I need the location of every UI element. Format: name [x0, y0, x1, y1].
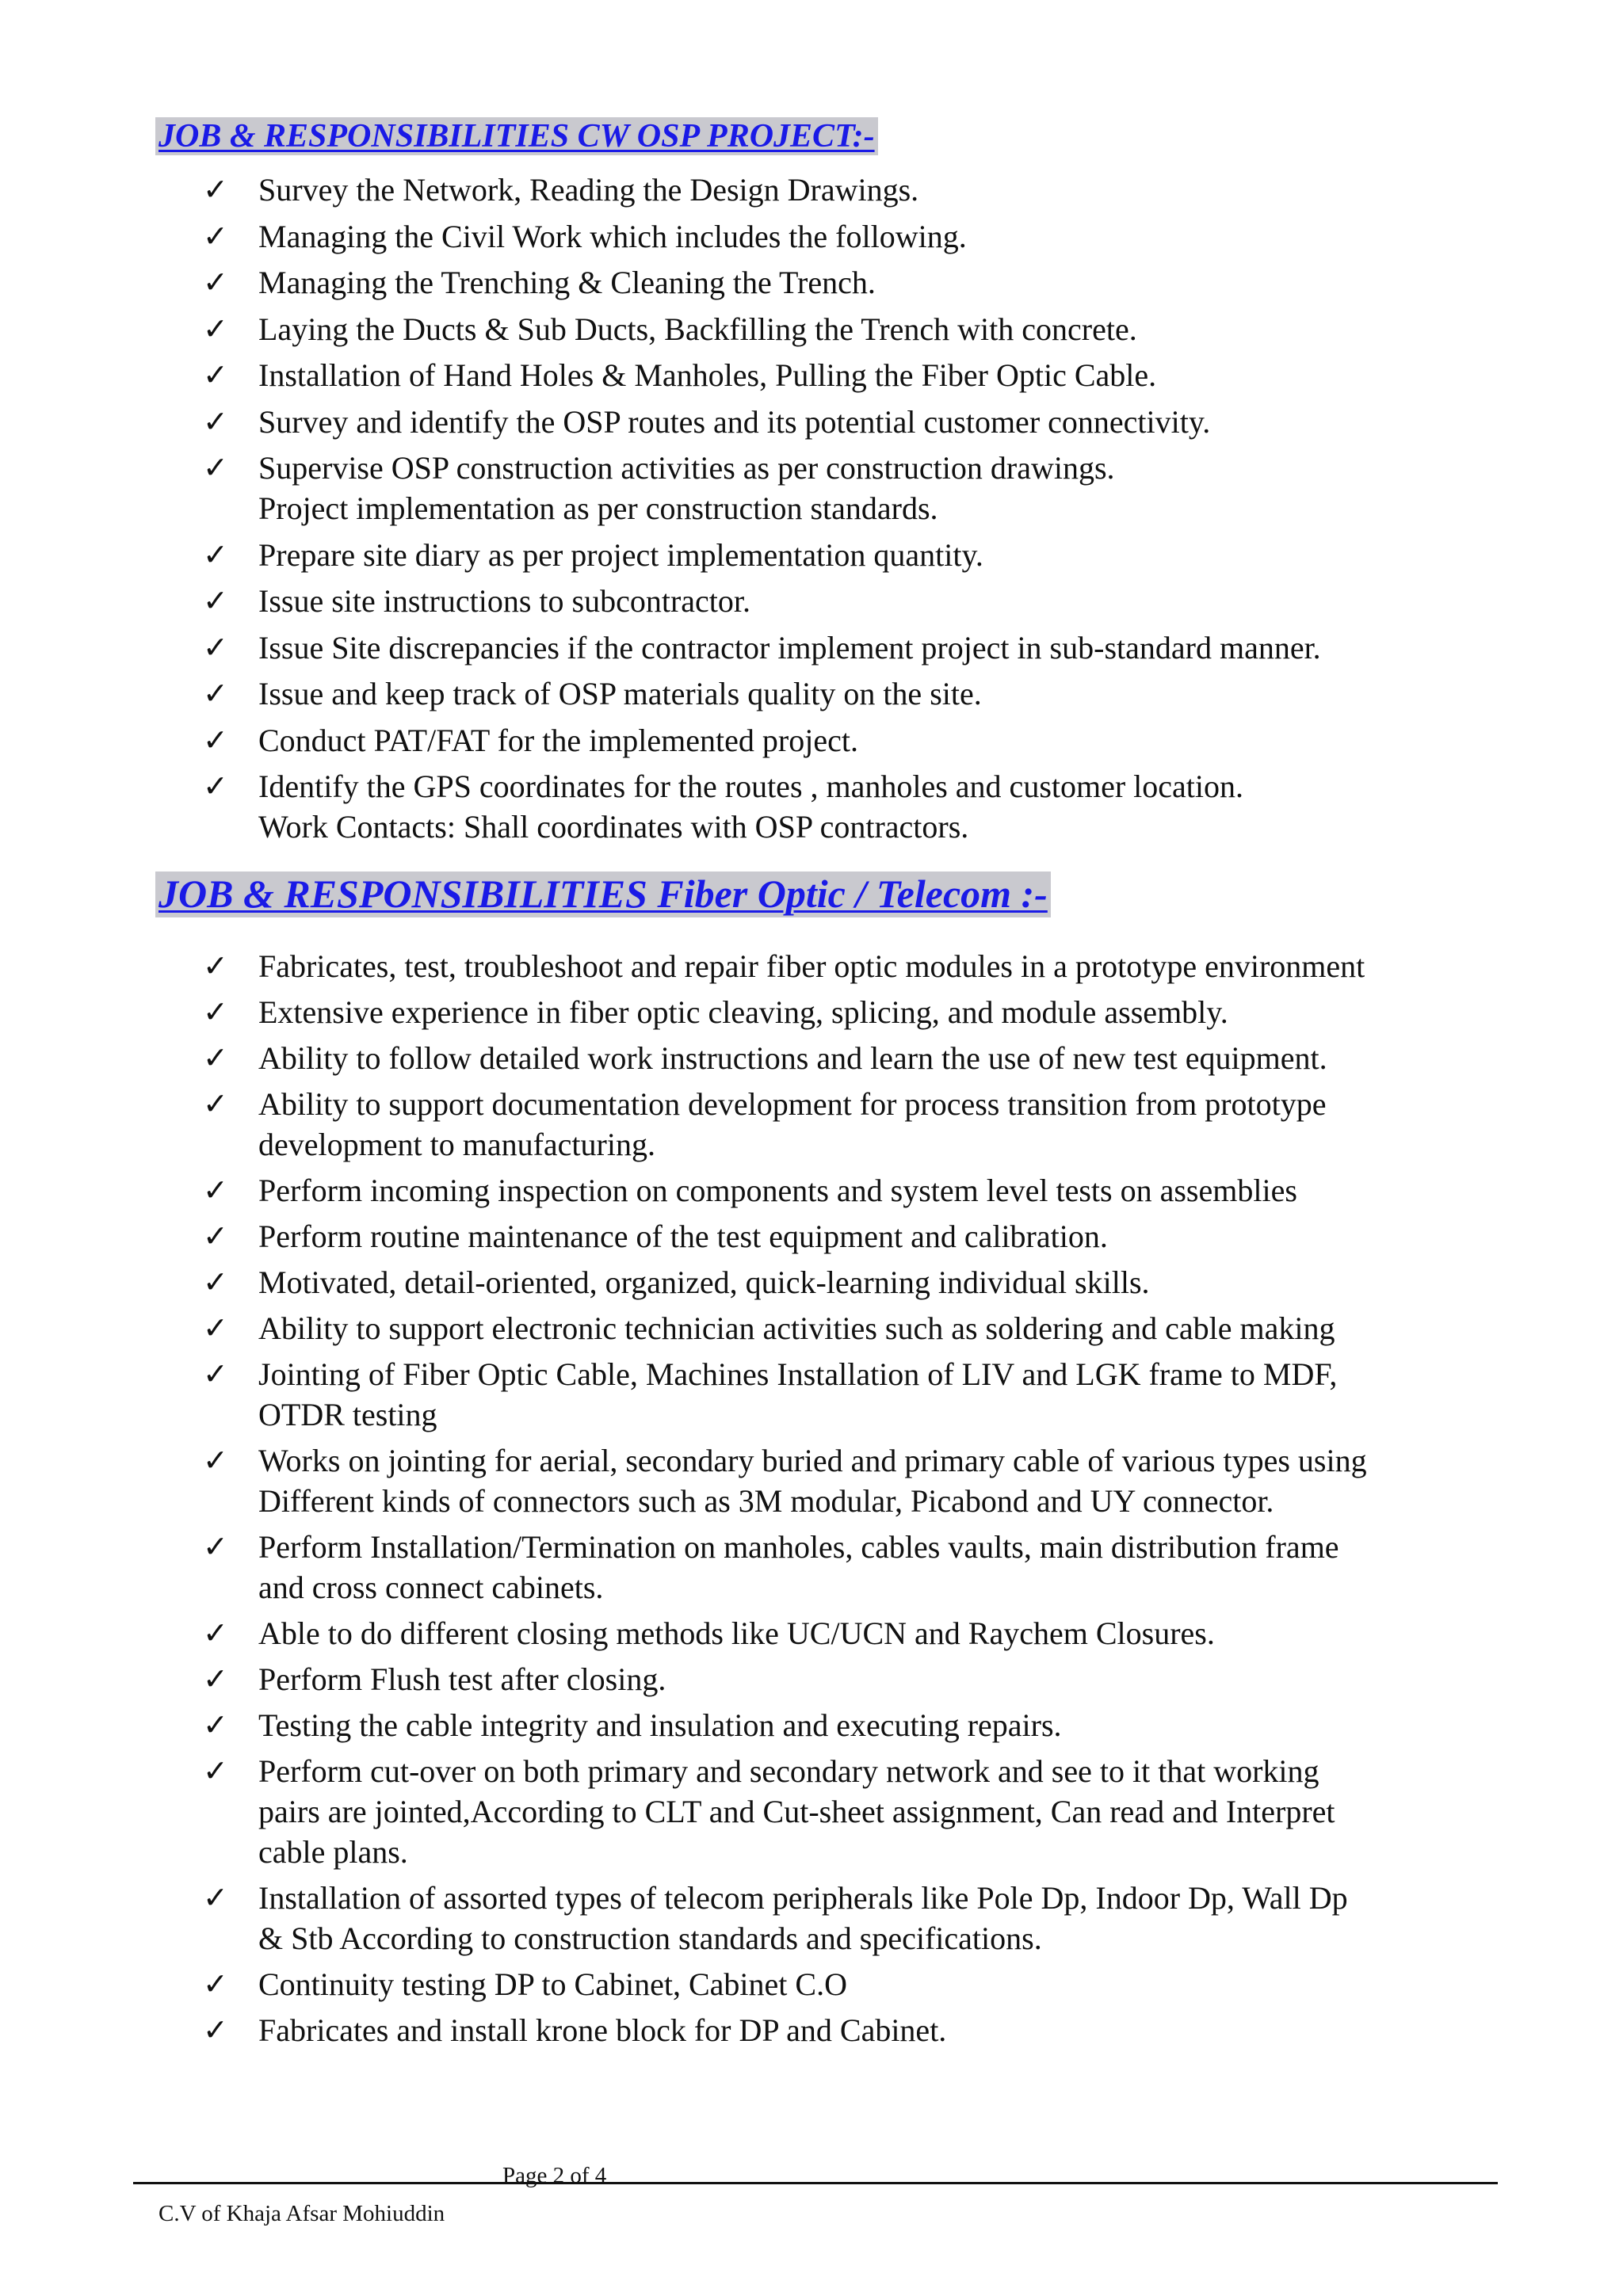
list-item	[203, 216, 1487, 257]
list-item	[203, 1216, 1487, 1257]
list-item-text: Ability to follow detailed work instructions and learn the use of new test equipment.	[258, 1040, 1327, 1076]
check-icon: ✓	[203, 1966, 228, 2001]
check-icon: ✓	[203, 265, 228, 299]
check-icon: ✓	[203, 948, 228, 983]
list-item	[203, 1964, 1487, 2004]
list-item-text: Perform incoming inspection on components and system level tests on assemblies	[258, 1173, 1297, 1208]
list-item-text: Perform Flush test after closing.	[258, 1661, 666, 1697]
list-item-text: Perform Installation/Termination on manholes, cables vaults, main distribution frame and cross connect cabinets.	[258, 1529, 1339, 1605]
list-item	[203, 1354, 1487, 1435]
list-item	[203, 766, 1487, 847]
list-item	[203, 1613, 1487, 1653]
list-item	[203, 1659, 1487, 1699]
list-item	[203, 1440, 1487, 1521]
list-item	[203, 1308, 1487, 1348]
check-icon: ✓	[203, 1040, 228, 1075]
list-item-text: Managing the Trenching & Cleaning the Trench.	[258, 265, 876, 300]
check-icon: ✓	[203, 172, 228, 207]
fiber-telecom-responsibilities-list	[203, 946, 1487, 2056]
list-item	[203, 448, 1487, 528]
list-item	[203, 581, 1487, 621]
footer-cv-name: C.V of Khaja Afsar Mohiuddin	[158, 2201, 445, 2226]
check-icon: ✓	[203, 769, 228, 803]
check-icon: ✓	[203, 311, 228, 346]
list-item	[203, 1527, 1487, 1608]
list-item-text: Perform cut-over on both primary and secondary network and see to it that working pairs are jointed,According to CLT and Cut-sheet assignment, Can read and Interpret cable plans.	[258, 1753, 1335, 1870]
page-number: Page 2 of 4	[502, 2163, 607, 2188]
osp-responsibilities-list	[203, 170, 1487, 853]
list-item-text: Identify the GPS coordinates for the routes , manholes and customer location. Work Contacts: Shall coordinates with OSP contractors.	[258, 769, 1244, 845]
check-icon: ✓	[203, 1356, 228, 1391]
list-item	[203, 992, 1487, 1032]
list-item	[203, 262, 1487, 303]
list-item-text: Managing the Civil Work which includes the following.	[258, 218, 967, 254]
list-item	[203, 673, 1487, 714]
list-item-text: Able to do different closing methods like UC/UCN and Raychem Closures.	[258, 1615, 1215, 1651]
list-item	[203, 1705, 1487, 1745]
list-item	[203, 402, 1487, 442]
list-item-text: Issue Site discrepancies if the contractor implement project in sub-standard manner.	[258, 629, 1321, 666]
list-item	[203, 170, 1487, 210]
list-item	[203, 1878, 1487, 1958]
list-item	[203, 1751, 1487, 1872]
list-item-text: Prepare site diary as per project implementation quantity.	[258, 536, 983, 573]
list-item	[203, 1084, 1487, 1165]
check-icon: ✓	[203, 1173, 228, 1207]
list-item-text: Installation of Hand Holes & Manholes, Pulling the Fiber Optic Cable.	[258, 357, 1157, 393]
check-icon: ✓	[203, 357, 228, 392]
check-icon: ✓	[203, 1443, 228, 1478]
check-icon: ✓	[203, 2012, 228, 2047]
list-item	[203, 2010, 1487, 2050]
list-item-text: Issue site instructions to subcontractor.	[258, 583, 751, 619]
list-item-text: Works on jointing for aerial, secondary buried and primary cable of various types using Different kinds of connectors such as 3M modular, Picabond and UY connector.	[258, 1443, 1367, 1519]
check-icon: ✓	[203, 1661, 228, 1696]
list-item	[203, 946, 1487, 986]
check-icon: ✓	[203, 1615, 228, 1650]
check-icon: ✓	[203, 450, 228, 485]
list-item-text: Ability to support documentation development for process transition from prototype development to manufacturing.	[258, 1086, 1327, 1162]
list-item	[203, 535, 1487, 575]
section-heading-osp: JOB & RESPONSIBILITIES CW OSP PROJECT:-	[155, 117, 878, 155]
list-item-text: Laying the Ducts & Sub Ducts, Backfilling the Trench with concrete.	[258, 311, 1137, 347]
footer-divider	[133, 2182, 1498, 2184]
check-icon: ✓	[203, 1310, 228, 1345]
list-item	[203, 720, 1487, 761]
list-item-text: Supervise OSP construction activities as per construction drawings. Project implementation as per construction standards.	[258, 450, 1115, 526]
check-icon: ✓	[203, 403, 228, 439]
section-heading-fiber-telecom: JOB & RESPONSIBILITIES Fiber Optic / Telecom :-	[155, 871, 1051, 917]
check-icon: ✓	[203, 629, 228, 665]
list-item-text: Survey the Network, Reading the Design Drawings.	[258, 172, 919, 208]
check-icon: ✓	[203, 1753, 228, 1788]
list-item-text: Motivated, detail-oriented, organized, quick-learning individual skills.	[258, 1264, 1150, 1300]
list-item-text: Jointing of Fiber Optic Cable, Machines Installation of LIV and LGK frame to MDF, OTDR testing	[258, 1356, 1338, 1432]
check-icon: ✓	[203, 676, 228, 711]
check-icon: ✓	[203, 722, 228, 757]
list-item-text: Fabricates, test, troubleshoot and repair fiber optic modules in a prototype environment	[258, 948, 1365, 984]
check-icon: ✓	[203, 994, 228, 1029]
list-item	[203, 627, 1487, 668]
check-icon: ✓	[203, 1529, 228, 1564]
list-item	[203, 1038, 1487, 1078]
list-item-text: Continuity testing DP to Cabinet, Cabinet C.O	[258, 1966, 847, 2002]
list-item-text: Extensive experience in fiber optic cleaving, splicing, and module assembly.	[258, 994, 1228, 1030]
list-item-text: Fabricates and install krone block for DP and Cabinet.	[258, 2012, 947, 2048]
list-item	[203, 1262, 1487, 1302]
list-item	[203, 309, 1487, 349]
check-icon: ✓	[203, 536, 228, 572]
list-item-text: Issue and keep track of OSP materials quality on the site.	[258, 676, 982, 711]
check-icon: ✓	[203, 1264, 228, 1299]
check-icon: ✓	[203, 1880, 228, 1915]
check-icon: ✓	[203, 583, 228, 618]
list-item-text: Perform routine maintenance of the test equipment and calibration.	[258, 1219, 1108, 1254]
check-icon: ✓	[203, 218, 228, 254]
list-item	[203, 1170, 1487, 1211]
check-icon: ✓	[203, 1707, 228, 1742]
list-item-text: Survey and identify the OSP routes and its potential customer connectivity.	[258, 403, 1211, 440]
list-item-text: Conduct PAT/FAT for the implemented project.	[258, 722, 858, 758]
list-item-text: Installation of assorted types of telecom peripherals like Pole Dp, Indoor Dp, Wall Dp & Stb According to construction standards and specifications.	[258, 1880, 1348, 1956]
list-item	[203, 355, 1487, 395]
check-icon: ✓	[203, 1219, 228, 1253]
list-item-text: Testing the cable integrity and insulation and executing repairs.	[258, 1707, 1062, 1743]
list-item-text: Ability to support electronic technician activities such as soldering and cable making	[258, 1310, 1335, 1346]
check-icon: ✓	[203, 1086, 228, 1121]
